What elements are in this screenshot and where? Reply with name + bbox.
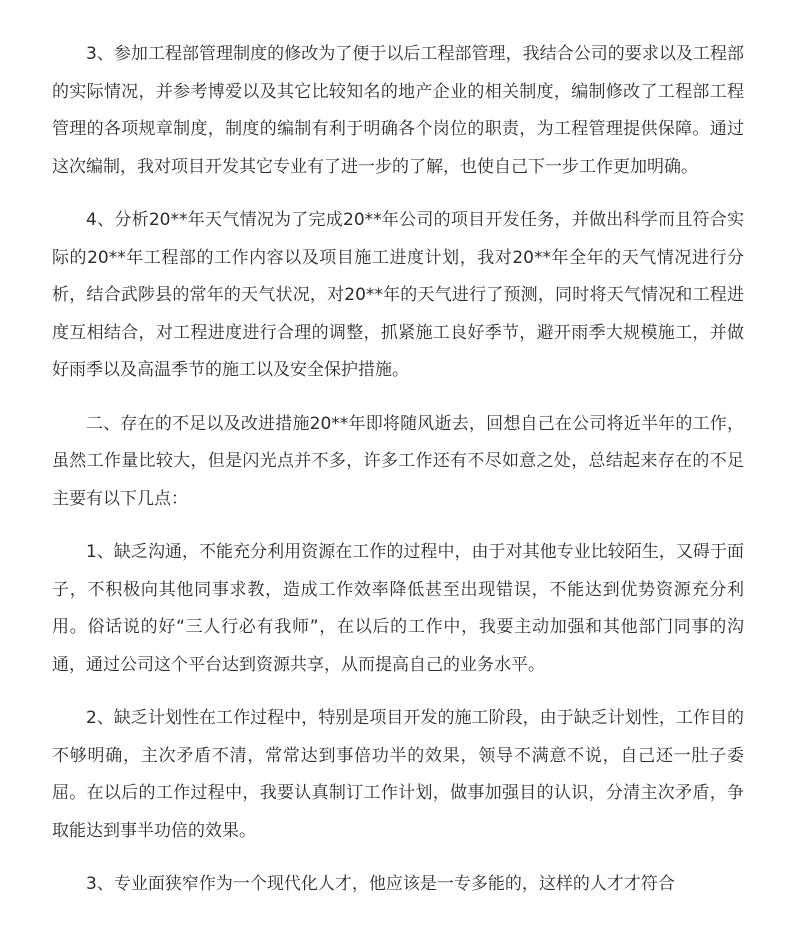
paragraph-section-2-shortcomings: 二、存在的不足以及改进措施20**年即将随风逝去，回想自己在公司将近半年的工作，虽然工作量比较大，但是闪光点并不多，许多工作还有不尽如意之处，总结起来存在的不足主要有以下几点： <box>52 413 744 509</box>
paragraph-item-1-lack-communication: 1、缺乏沟通，不能充分利用资源在工作的过程中，由于对其他专业比较陌生，又碍于面子，不积极向其他同事求教，造成工作效率降低甚至出现错误，不能达到优势资源充分利用。俗话说的好“三人行必有我师”，在以后的工作中，我要主动加强和其他部门同事的沟通，通过公司这个平台达到资源共享，从而提高自己的业务水平。 <box>52 542 744 675</box>
document-body <box>52 36 744 920</box>
paragraph-item-4-weather-analysis: 4、分析20**年天气情况为了完成20**年公司的项目开发任务，并做出科学而且符合实际的20**年工程部的工作内容以及项目施工进度计划，我对20**年全年的天气情况进行分析，结合武陟县的常年的天气状况，对20**年的天气进行了预测，同时将天气情况和工程进度互相结合，对工程进度进行合理的调整，抓紧施工良好季节，避开雨季大规模施工，并做好雨季以及高温季节的施工以及安全保护措施。 <box>52 210 744 380</box>
paragraph-item-3-management-rules: 3、参加工程部管理制度的修改为了便于以后工程部管理，我结合公司的要求以及工程部的实际情况，并参考博爱以及其它比较知名的地产企业的相关制度，编制修改了工程部工程管理的各项规章制度，制度的编制有利于明确各个岗位的职责，为工程管理提供保障。通过这次编制，我对项目开发其它专业有了进一步的了解，也使自己下一步工作更加明确。 <box>52 44 744 177</box>
paragraph-item-3-narrow-expertise: 3、专业面狭窄作为一个现代化人才，他应该是一专多能的，这样的人才才符合 <box>86 874 675 894</box>
paragraph-item-2-lack-planning: 2、缺乏计划性在工作过程中，特别是项目开发的施工阶段，由于缺乏计划性，工作目的不够明确，主次矛盾不清，常常达到事倍功半的效果，领导不满意不说，自己还一肚子委屈。在以后的工作过程中，我要认真制订工作计划，做事加强目的认识，分清主次矛盾，争取能达到事半功倍的效果。 <box>52 708 744 841</box>
